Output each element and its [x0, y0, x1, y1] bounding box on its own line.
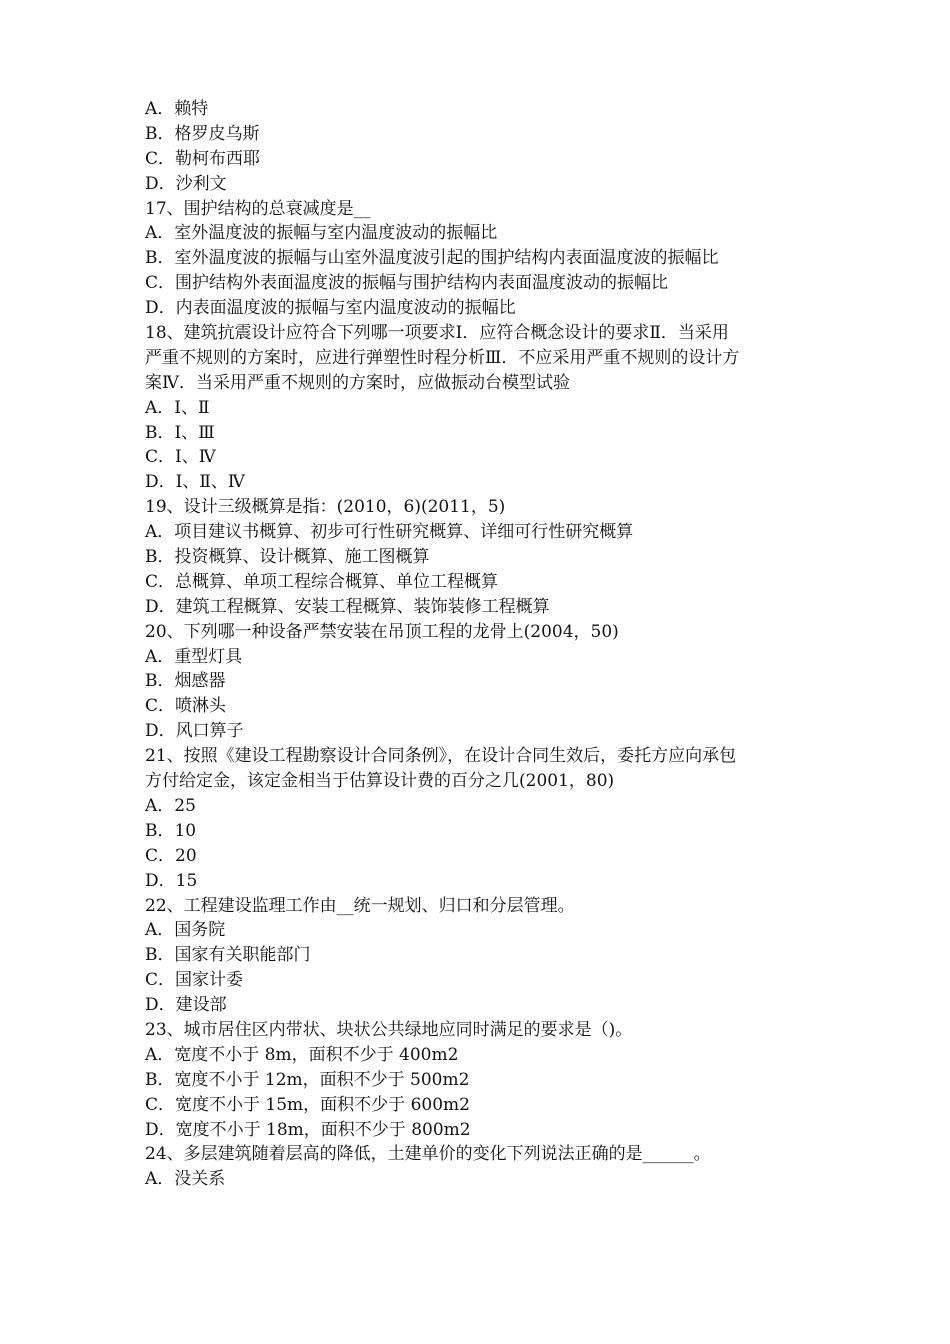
text-line: A．赖特	[145, 99, 209, 119]
document-body	[145, 97, 815, 1192]
text-line: B．Ⅰ、Ⅲ	[145, 422, 215, 443]
text-line: B．国家有关职能部门	[145, 945, 311, 966]
text-line: 24、多层建筑随着层高的降低，土建单价的变化下列说法正确的是______。	[145, 1144, 711, 1165]
text-line: D．建筑工程概算、安装工程概算、装饰装修工程概算	[145, 596, 550, 617]
text-line: A．25	[145, 795, 196, 816]
text-line: C．围护结构外表面温度波的振幅与围护结构内表面温度波动的振幅比	[145, 273, 669, 294]
text-line: A．国务院	[145, 920, 226, 941]
text-line: D．建设部	[145, 995, 227, 1016]
text-line: A．没关系	[145, 1169, 226, 1190]
text-line: A．宽度不小于 8m，面积不少于 400m2	[145, 1044, 459, 1065]
text-line: B．投资概算、设计概算、施工图概算	[145, 547, 430, 568]
text-line: C．总概算、单项工程综合概算、单位工程概算	[145, 571, 499, 592]
text-line: 17、围护结构的总衰减度是__	[145, 198, 371, 219]
text-line: 22、工程建设监理工作由__统一规划、归口和分层管理。	[145, 895, 575, 916]
text-line: B．宽度不小于 12m，面积不少于 500m2	[145, 1069, 470, 1090]
text-line: A．重型灯具	[145, 646, 243, 667]
text-line: 23、城市居住区内带状、块状公共绿地应同时满足的要求是（)。	[145, 1019, 633, 1040]
text-line: A．Ⅰ、Ⅱ	[145, 397, 210, 418]
text-line: C．宽度不小于 15m，面积不少于 600m2	[145, 1094, 470, 1115]
text-line: D．风口箅子	[145, 721, 244, 742]
text-line: D．Ⅰ、Ⅱ、Ⅳ	[145, 472, 245, 493]
text-line: A．室外温度波的振幅与室内温度波动的振幅比	[145, 223, 498, 244]
text-line: 18、建筑抗震设计应符合下列哪一项要求Ⅰ．应符合概念设计的要求Ⅱ．当采用	[145, 323, 729, 344]
text-line: B．烟感器	[145, 671, 226, 692]
text-line: C．喷淋头	[145, 696, 227, 717]
text-line: C．Ⅰ、Ⅳ	[145, 447, 216, 468]
text-line: C．20	[145, 845, 197, 866]
text-line: A．项目建议书概算、初步可行性研究概算、详细可行性研究概算	[145, 522, 634, 543]
text-line: D．宽度不小于 18m，面积不少于 800m2	[145, 1119, 471, 1140]
text-line: 19、设计三级概算是指：(2010，6)(2011，5)	[145, 497, 506, 518]
text-line: C．勒柯布西耶	[145, 148, 261, 169]
text-line: B．格罗皮乌斯	[145, 123, 260, 144]
text-line: 方付给定金，该定金相当于估算设计费的百分之几(2001，80)	[145, 771, 615, 792]
text-line: B．室外温度波的振幅与山室外温度波引起的围护结构内表面温度波的振幅比	[145, 248, 719, 269]
text-line: C．国家计委	[145, 970, 244, 991]
text-line: D．沙利文	[145, 173, 227, 194]
text-line: 21、按照《建设工程勘察设计合同条例》，在设计合同生效后，委托方应向承包	[145, 746, 737, 767]
text-line: B．10	[145, 820, 197, 841]
text-line: D．15	[145, 870, 198, 891]
text-line: D．内表面温度波的振幅与室内温度波动的振幅比	[145, 298, 516, 319]
text-line: 案Ⅳ．当采用严重不规则的方案时，应做振动台模型试验	[145, 372, 570, 393]
text-line: 20、下列哪一种设备严禁安装在吊顶工程的龙骨上(2004，50)	[145, 621, 619, 642]
text-line: 严重不规则的方案时，应进行弹塑性时程分析Ⅲ．不应采用严重不规则的设计方	[145, 347, 740, 368]
